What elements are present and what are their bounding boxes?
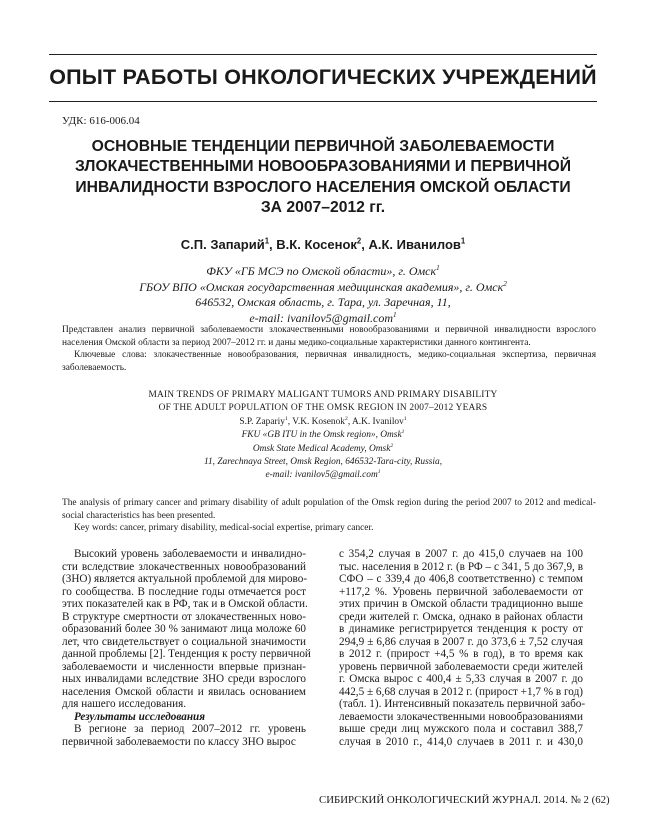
- body-text-line: выше среди лиц мужского пола и составил 388,7: [339, 723, 583, 735]
- affiliation-sup: 1: [436, 264, 440, 272]
- body-column-right: [339, 548, 586, 748]
- body-text-line: в динамике регистрируется тенденция к росту от: [339, 623, 583, 635]
- section-heading: Результаты исследования: [74, 710, 206, 723]
- author-sup: 1: [460, 236, 466, 246]
- english-affiliation-text: Omsk State Medical Academy, Omsk: [252, 443, 391, 454]
- body-text-line: первичной заболеваемости по классу ЗНО вырос: [62, 735, 296, 748]
- body-text-line: для нашего исследования.: [62, 698, 187, 710]
- body-text-line: го сообщества. В последние годы отмечается рост: [62, 585, 306, 598]
- body-column-left: [62, 548, 311, 748]
- english-affiliation-2: [40, 443, 606, 456]
- body-text-line: лет, что свидетельствует о социальной значимости: [62, 635, 306, 648]
- english-author-name: S.P. Zapariy: [239, 416, 285, 427]
- affiliation-text: 646532, Омская область, г. Тара, ул. Заречная, 11,: [195, 295, 451, 309]
- abstract-ru-keywords: [62, 349, 596, 374]
- body-text-line: (ЗНО) является актуальной проблемой для мирово-: [62, 573, 308, 585]
- body-text-line: 294,9 ± 6,86 случая в 2007 г. до 373,6 ± 7,52 случая: [339, 635, 583, 648]
- affiliation-email: e-mail: ivanilov5@gmail.com: [249, 310, 394, 325]
- abstract-ru-text: Представлен анализ первичной заболеваемости злокачественными новообразованиями и первичной инвалидности взрослого населения Омской области за период 2007–2012 гг. и даны медико-социальные характеристики данного контингента.: [62, 325, 596, 348]
- affiliation-text: ГБОУ ВПО «Омская государственная медицинская академия», г. Омск: [139, 279, 504, 294]
- title-line: ОСНОВНЫЕ ТЕНДЕНЦИИ ПЕРВИЧНОЙ ЗАБОЛЕВАЕМОСТИ: [91, 138, 555, 155]
- body-text-line: леваемости злокачественными новообразованиями: [339, 710, 583, 723]
- english-email-sup: 1: [377, 469, 381, 476]
- article-title: [40, 137, 606, 219]
- journal-footer: СИБИРСКИЙ ОНКОЛОГИЧЕСКИЙ ЖУРНАЛ. 2014. № 2 (62): [319, 794, 610, 806]
- body-text-line: случая в 2010 г., 414,0 случаев в 2011 г. и 430,0: [339, 735, 583, 748]
- affiliation-line: [40, 295, 606, 311]
- body-text-line: ных инвалидами вследствие ЗНО среди взрослого: [62, 673, 306, 685]
- body-text-line: с 354,2 случая в 2007 г. до 415,0 случаев на 100: [339, 548, 583, 560]
- abstract-en-keywords: Key words: cancer, primary disability, medical-social expertise, primary cancer.: [74, 523, 374, 534]
- affiliation-line: [40, 280, 606, 296]
- english-author-sup: 2: [345, 415, 348, 422]
- body-text-line: сти вследствие злокачественных новообразований: [62, 560, 306, 573]
- affiliation-text: ФКУ «ГБ МСЭ по Омской области», г. Омск: [206, 264, 437, 278]
- title-line: ЗЛОКАЧЕСТВЕННЫМИ НОВООБРАЗОВАНИЯМИ И ПЕРВИЧНОЙ: [75, 158, 571, 176]
- english-affiliation-sup: 1: [401, 429, 405, 436]
- body-text-line: этих причин в Омской области традиционно выше: [339, 598, 583, 610]
- title-line: ИНВАЛИДНОСТИ ВЗРОСЛОГО НАСЕЛЕНИЯ ОМСКОЙ ОБЛАСТИ: [75, 178, 571, 196]
- english-authors: S.P. Zapariy$^1$, V.K. Kosenok$^2$, A.K. Ivanilov$^1$: [239, 415, 407, 427]
- body-text-line: (табл. 1). Интенсивный показатель первичной забо-: [339, 698, 586, 710]
- body-text-line: В структуре смертности от злокачественных ново-: [62, 610, 306, 623]
- body-text-line: этих показателей как в РФ, так и в Омской области.: [62, 598, 308, 610]
- author-sup: 2: [356, 236, 362, 246]
- body-text-line: данной проблемы [2]. Тенденция к росту первичной: [62, 648, 311, 660]
- author-sup: 1: [264, 236, 270, 246]
- body-text-line: в 2012 г. (прирост +4,5 % в год), в то время как: [339, 648, 583, 660]
- english-author-sup: 1: [403, 415, 407, 422]
- body-text-line: образований более 30 % занимают лица моложе 60: [62, 623, 306, 635]
- body-text-line: 442,5 ± 6,68 случая в 2012 г. (прирост +1,7 % в год): [339, 685, 583, 698]
- english-author-name: A.K. Ivanilov: [351, 416, 404, 427]
- english-header-block: [40, 389, 606, 483]
- body-text-line: СФО – с 339,4 до 406,8 соответственно) с темпом: [339, 573, 583, 585]
- body-text-line: среди жителей г. Омска, однако в районах области: [339, 610, 583, 623]
- section-header: ОПЫТ РАБОТЫ ОНКОЛОГИЧЕСКИХ УЧРЕЖДЕНИЙ: [49, 65, 597, 89]
- title-line: ЗА 2007–2012 гг.: [260, 199, 386, 217]
- author-name: А.К. Иванилов: [368, 237, 461, 252]
- header-rule-top: [49, 54, 597, 55]
- english-affiliation-sup: 2: [390, 442, 394, 449]
- affiliation-sup: 2: [503, 279, 507, 288]
- english-affiliation-1: [40, 429, 606, 442]
- header-rule-bottom: [49, 101, 597, 102]
- authors: С.П. Запарий$^1$, В.К. Косенок$^2$, А.К. Иванилов$^1$: [180, 236, 466, 252]
- english-author-name: V.K. Kosenok: [292, 416, 345, 427]
- author-name: В.К. Косенок: [276, 237, 357, 252]
- body-text-line: +117,2 %. Уровень первичной заболеваемости от: [339, 585, 583, 598]
- body-text-line: Высокий уровень заболеваемости и инвалидно-: [74, 548, 306, 560]
- udk-code: УДК: 616-006.04: [62, 115, 140, 127]
- body-text-line: населения Омской области и явилась основанием: [62, 685, 306, 698]
- body-text-line: тыс. населения в 2012 г. (в РФ – с 341, 5 до 367,9, в: [339, 560, 583, 573]
- body-text-line: г. Омска вырос с 400,4 ± 5,33 случая в 2007 г. до: [339, 673, 583, 685]
- english-email-text: e-mail: ivanilov5@gmail.com: [265, 470, 378, 481]
- abstract-en-text: The analysis of primary cancer and primary disability of adult population of the Omsk region during the period 2007 to 2012 and medical-social characteristics has been presented.: [62, 498, 596, 521]
- body-text-line: В регионе за период 2007–2012 гг. уровень: [74, 723, 306, 735]
- english-author-sup: 1: [284, 415, 288, 422]
- body-text-line: заболеваемости и численности впервые признан-: [62, 660, 306, 673]
- body-text-line: уровень первичной заболеваемости среди жителей: [339, 660, 583, 673]
- english-address: 11, Zarechnaya Street, Omsk Region, 646532-Tara-city, Russia,: [203, 457, 443, 468]
- affiliation-sup: 1: [393, 310, 397, 319]
- english-affiliation-text: FKU «GB ITU in the Omsk region», Omsk: [241, 430, 402, 441]
- english-email: [40, 469, 606, 482]
- english-title-line: OF THE ADULT POPULATION OF THE OMSK REGION IN 2007–2012 YEARS: [158, 403, 488, 414]
- keywords-label: Ключевые слова:: [74, 350, 147, 361]
- author-name: С.П. Запарий: [180, 237, 265, 252]
- english-title-line: MAIN TRENDS OF PRIMARY MALIGANT TUMORS AND PRIMARY DISABILITY: [148, 390, 498, 400]
- abstract-russian: [62, 324, 596, 374]
- affiliation-line: [40, 264, 606, 280]
- abstract-english: [62, 497, 596, 535]
- keywords-text: злокачественные новообразования, первичная инвалидность, медико-социальная экспертиза, первичная заболеваемость.: [62, 350, 597, 373]
- affiliations: [40, 264, 606, 326]
